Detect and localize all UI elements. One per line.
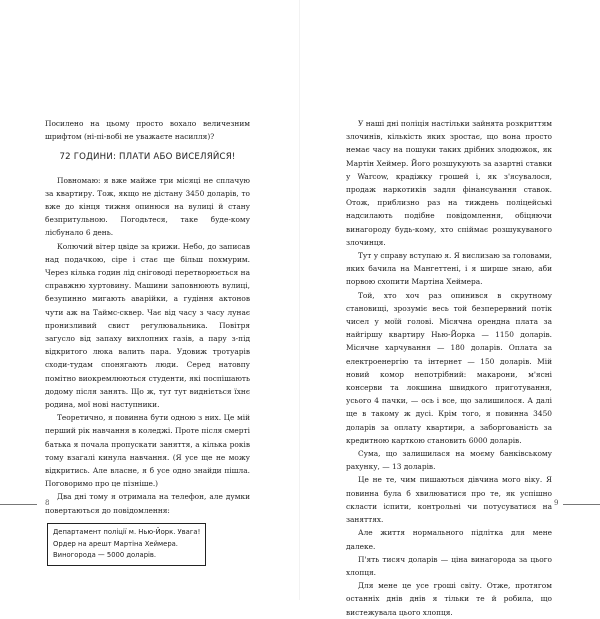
police-notice-box [47, 523, 206, 566]
paragraph: Теоретично, я повинна бути одною з них. Це мій перший рік навчання в коледжі. Проте після смерті батька я почала пропускати заняття, а кілька років тому взагалі кинула навчання. (Я усе ще не можу відкритись. Але власне, я б усе одно знайди пішла. Поговоримо про це пізніше.) [45, 413, 250, 489]
notice-line: Виногорода — 5000 доларів. [53, 551, 157, 560]
page-number: 9 [554, 499, 559, 507]
notice-line: Департамент поліції м. Нью-Йорк. Увага! [53, 527, 201, 536]
paragraph: Два дні тому я отримала на телефон, але думки повертаються до повідомлення: [45, 492, 250, 515]
right-text-column [346, 117, 552, 619]
paragraph: Для мене це усе гроші світу. Отже, протягом останніх днів днів я тільки те й робила, що вистежувала цього хлопця. [346, 581, 552, 617]
paragraph: Той, хто хоч раз опинився в скрутному становищі, зрозуміє весь той безперервний потік чисел у моїй голові. Місячна орендна плата за найгіршу квартиру Нью-Йорка — 1150 доларів. Місячне харчування — 180 доларів. Оплата за електроенергію та інтернет — 150 доларів. Мій новий комор непотрібний: макарони, м'ясні консерви та локшина швидкого приготування, усього 4 пачки, — ось і все, що залишилося. А далі ще в такому ж дусі. Крім того, я повинна 3450 доларів за оплату квартири, а заборгованість за кредитною карткою становить 6000 доларів. [346, 290, 552, 445]
eviction-heading: 72 ГОДИНИ: ПЛАТИ АБО ВИСЕЛЯЙСЯ! [59, 152, 236, 163]
paragraph: Повномаю: я вже майже три місяці не сплачую за квартиру. Тож, якщо не дістану 3450 доларів, то вже до кінця тижня опинюся на вулиці й стану безпритульною. Погодьтеся, таке буде-кому лісбунало 6 день. [45, 175, 250, 238]
paragraph: П'ять тисяч доларів — ціна винагорода за цього хлопця. [346, 554, 552, 577]
paragraph: Тут у справу вступаю я. Я вислизаю за головами, яких бачила на Мангеттені, і я ширше знаю, аби порвою схопити Мартіна Хеймера. [346, 251, 552, 287]
folio-rule [563, 504, 600, 505]
paragraph: Колючий вітер цвіде за крижи. Небо, до записав над подачкою, сіре і стає ще більш похмурим. Через кілька годин лід сніговоді перетворюється на справжню хуртовину. Машини заповнюють вулиці, безупинно мигають аварійки, а гудіння актонов чути аж на Таймс-сквер. Чає від часу з часу лунає пронизливий свист регулювальника. Повітря загусло від запаху вихлопних газів, а пару з-під відкритого люка валить пара. Удовиж тротуарів сходи-тудам спонягають люди. Серед натовпу помітно виокремлюються студенти, які поспішають додому після занять. Що ж, тут тут видніється їхнє родина, мої нові наступники. [45, 241, 250, 410]
page-number: 8 [45, 499, 50, 507]
notice-line: Ордер на арешт Мартіна Хеймера. [53, 539, 178, 548]
paragraph: Сума, що залишилася на моєму банківському рахунку, — 13 доларів. [346, 449, 552, 472]
left-page [0, 0, 300, 600]
folio-rule [0, 504, 37, 505]
paragraph: Це не те, чим пишаються дівчина мого віку. Я повинна була б хвилюватися про те, як успішно скласти іспити, контрольні чи потусуватися на заняттях. [346, 475, 552, 525]
left-text-column [45, 117, 250, 566]
paragraph: Але життя нормального підлітка для мене далеке. [346, 528, 552, 551]
right-page [300, 0, 600, 617]
paragraph: У наші дні поліція настільки зайнята розкриттям злочинів, кількість яких зростає, що вона просто немає часу на пошуки таких дрібних злодюжок, як Мартін Хеймер. Його розшукують за азартні ставки у Warcow, крадіжку грошей і, як з'ясувалося, продаж наркотиків задля фінансування ставок. Отож, приблизно раз на тиждень поліцейські надсилають подібне повідомлення, обіцяючи винагороду будь-кому, хто спіймає розшукуваного злочинця. [346, 119, 552, 247]
intro-paragraph: Посилено на цьому просто вохало величезним шрифтом (ні-пі-вобі не уважаєте насилля)? [45, 119, 250, 142]
